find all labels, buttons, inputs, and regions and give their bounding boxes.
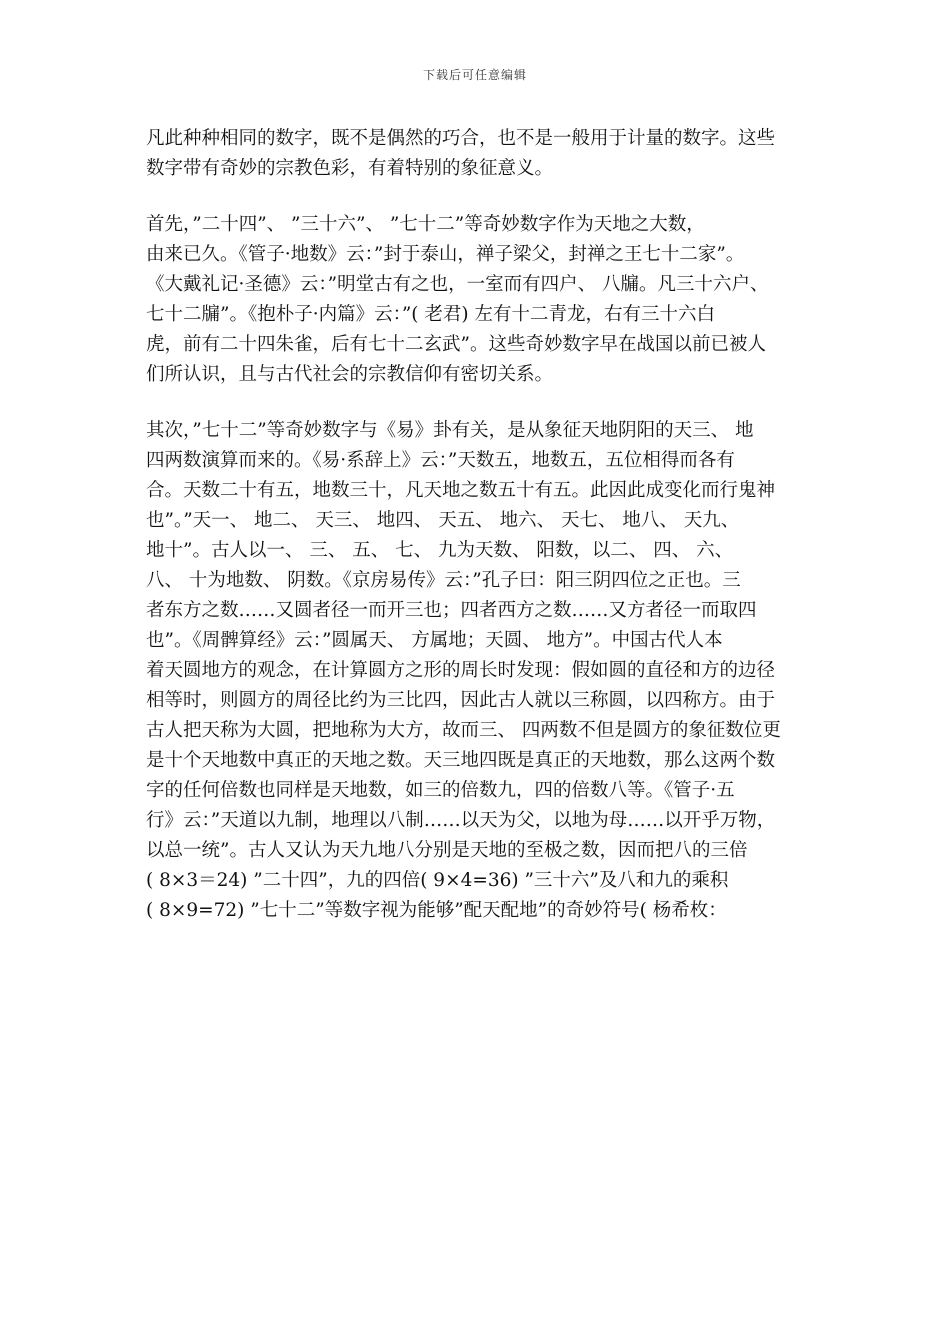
text-line: 四两数演算而来的。《易·系辞上》云：”天数五，地数五，五位相得而各有 xyxy=(146,450,735,471)
text-line: 七十二牖”。《抱朴子·内篇》云：”( 老君) 左有十二青龙，右有三十六白 xyxy=(146,304,715,325)
text-line: 《大戴礼记·圣德》云：”明堂古有之也，一室而有四户、 八牖。凡三十六户、 xyxy=(146,274,769,295)
text-line: 首先，”二十四”、 ”三十六”、 ”七十二”等奇妙数字作为天地之大数， xyxy=(146,214,705,235)
text-line: 由来已久。《管子·地数》云：”封于泰山，禅子梁父，封禅之王七十二家”。 xyxy=(146,244,745,265)
paragraph-gap xyxy=(146,184,826,210)
text-line: ( 8×9=72) ”七十二”等数字视为能够”配天配地”的奇妙符号( 杨希枚： xyxy=(146,900,727,921)
text-line: 着天圆地方的观念，在计算圆方之形的周长时发现：假如圆的直径和方的边径 xyxy=(146,660,776,681)
text-line: 合。天数二十有五，地数三十，凡天地之数五十有五。此因此成变化而行鬼神 xyxy=(146,480,776,501)
paragraph-1 xyxy=(146,124,826,184)
page-header: 下载后可任意编辑 xyxy=(422,68,527,82)
text-line: 者东方之数……又圆者径一而开三也；四者西方之数……又方者径一而取四 xyxy=(146,600,757,621)
text-line: 古人把天称为大圆，把地称为大方，故而三、 四两数不但是圆方的象征数位更 xyxy=(146,720,781,741)
text-line: 行》云：”天道以九制，地理以八制……以天为父，以地为母……以开乎万物， xyxy=(146,810,776,831)
text-line: 凡此种种相同的数字，既不是偶然的巧合，也不是一般用于计量的数字。这些 xyxy=(146,128,776,149)
text-line: 是十个天地数中真正的天地之数。天三地四既是真正的天地数，那么这两个数 xyxy=(146,750,776,771)
text-line: 其次，”七十二”等奇妙数字与《易》卦有关，是从象征天地阴阳的天三、 地 xyxy=(146,420,754,441)
paragraph-3 xyxy=(146,416,826,926)
paragraph-2 xyxy=(146,210,826,390)
text-line: 地十”。古人以一、 三、 五、 七、 九为天数、 阳数，以二、 四、 六、 xyxy=(146,540,734,561)
text-line: ( 8×3＝24) ”二十四”，九的四倍( 9×4=36) ”三十六”及八和九的乘积 xyxy=(146,870,729,891)
text-line: 字的任何倍数也同样是天地数，如三的倍数九，四的倍数八等。《管子·五 xyxy=(146,780,735,801)
text-line: 虎，前有二十四朱雀，后有七十二玄武”。这些奇妙数字早在战国以前已被人 xyxy=(146,334,766,355)
text-line: 们所认识，且与古代社会的宗教信仰有密切关系。 xyxy=(146,364,554,385)
text-line: 数字带有奇妙的宗教色彩，有着特别的象征意义。 xyxy=(146,158,554,179)
text-line: 也”。《周髀算经》云：”圆属天、 方属地；天圆、 地方”。中国古代人本 xyxy=(146,630,723,651)
text-line: 八、 十为地数、 阴数。《京房易传》云：”孔子曰：阳三阴四位之正也。三 xyxy=(146,570,741,591)
document-body xyxy=(146,124,826,926)
text-line: 也”。”天一、 地二、 天三、 地四、 天五、 地六、 天七、 地八、 天九、 xyxy=(146,510,740,531)
text-line: 相等时，则圆方的周径比约为三比四，因此古人就以三称圆，以四称方。由于 xyxy=(146,690,776,711)
text-line: 以总一统”。古人又认为天九地八分别是天地的至极之数，因而把八的三倍 xyxy=(146,840,748,861)
paragraph-gap xyxy=(146,390,826,416)
